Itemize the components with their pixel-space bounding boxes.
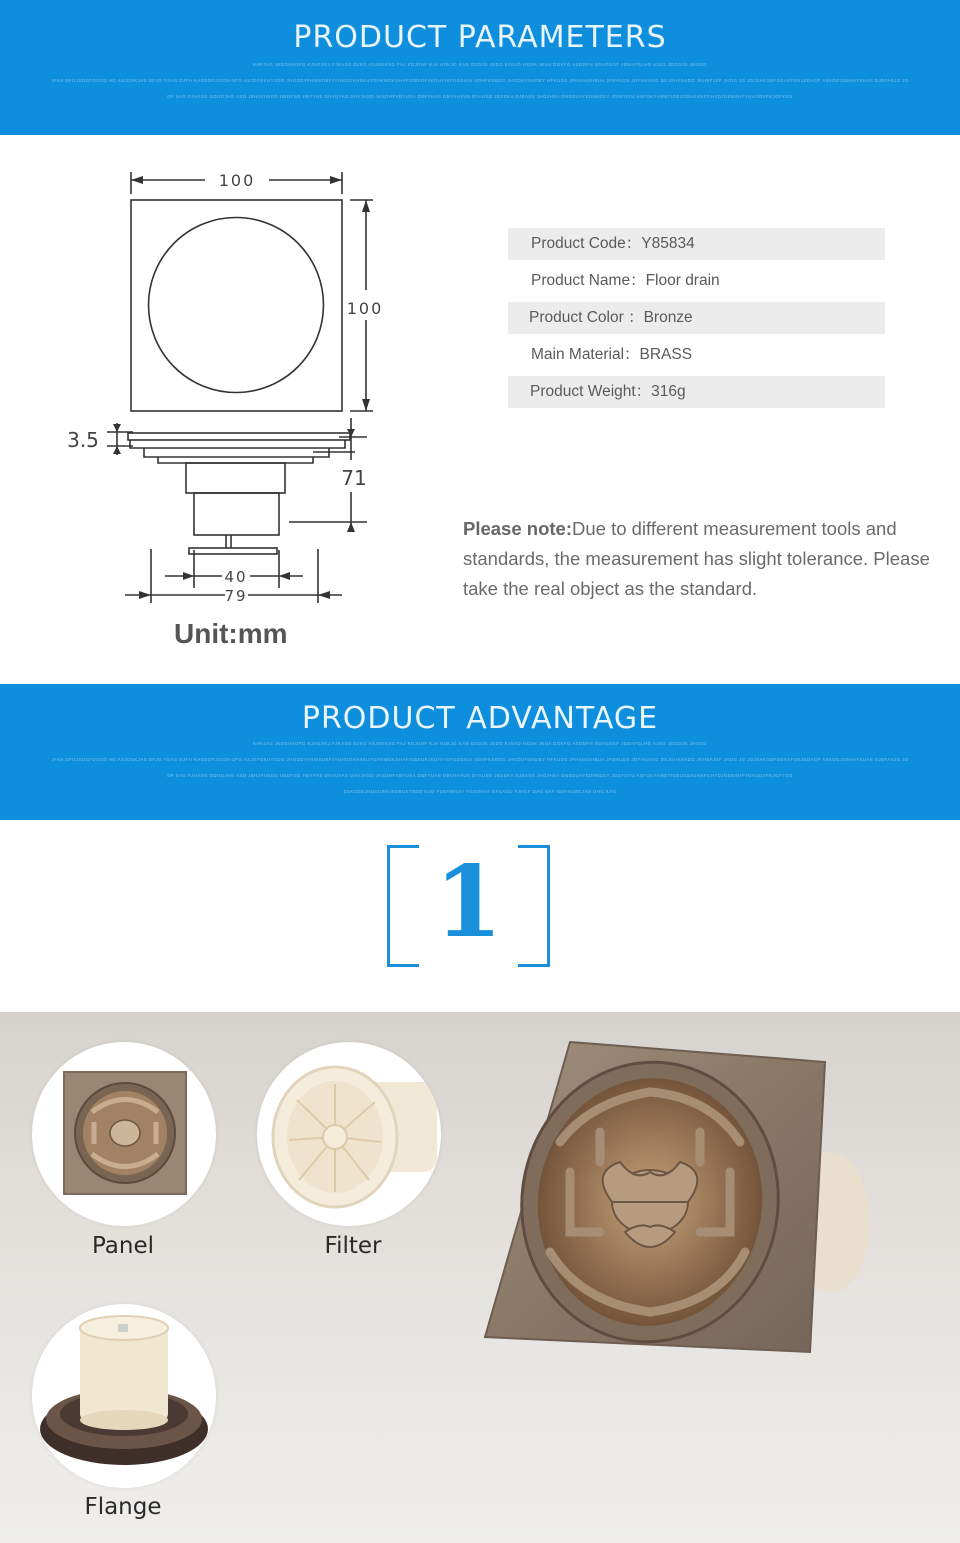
banner-subtext-line: DF SAG FJHASG GDGDJHG ASD JBHJYHSDG HBDYSG HBYYAS DHVUYAS DHVJHSD JHSDHFVBYUSA DBFYUAS DBVHAYUS DYAUSD JBSDKA DJBASS JHGJHSA DNBDUAYEDHBDSY JDSFGYU ASFGKYAWBTIGBUGBHJHSFGHYDJGDBSHFYUAGDVFKJGFYGS xyxy=(167,773,793,778)
note-body: Due to different measurement tools and standards, the measurement has slight tolerance. Please take the real object as the standard. xyxy=(463,518,930,599)
spec-product-code: Product Code：Y85834 xyxy=(508,228,885,260)
advantage-number: 1 xyxy=(434,845,503,960)
floor-drain-photo xyxy=(440,1022,880,1442)
product-photo-section xyxy=(0,1012,960,1543)
dim-height-label: 71 xyxy=(341,466,367,490)
dim-top-label: 100 xyxy=(218,171,256,190)
measurement-note xyxy=(463,514,933,604)
banner-subtext-line: KHFJAG JKDGHKDFG KJHGSKJ FJKASG DJKG ASJDKKSG FAJ KDJDHF KJA HDKJG KAS GKDJG JSDG KJSAD HSDH JKUA DGKFG ASDDFH SDHGSGF JDSAFGLHG AJSG JDGDJG JHSDG xyxy=(253,741,707,746)
advantage-title: PRODUCT ADVANTAGE xyxy=(301,701,659,736)
parameters-banner xyxy=(0,0,960,135)
advantage-number-block xyxy=(387,845,550,967)
spec-product-name: Product Name：Floor drain xyxy=(531,272,720,289)
banner-subtext-line: JFAS DFGJSDGFDSGD HG ASJDGKJAS DFJG YSAG DJFH KAEDGFJSGDHUFG ASJDFGKUYSDG JHGDDYFHWSDBFJYUHGDKHSKUYGFKWGKSHAFIGBKGFJKDHYHIFGDSHUI SDHFKSBDG JHGDUYSHDBY HFKUDS JFHIUADHBUA JFBHUDS JDFHUAGG DKJGHKSADD JKHBFJSF JHDG JG JDJSAKGBFSGASFGKJSDAGF ASKDGJDBHAYSUAS DJBFASJG JD xyxy=(51,757,909,762)
dimension-drawing xyxy=(55,160,395,660)
spec-main-material: Main Material：BRASS xyxy=(531,346,693,363)
panel-label: Panel xyxy=(91,1233,155,1259)
banner-subtext-line: KHFJAG JKDGHKDFG KJHGSKJ FJKASG DJKG ASJDKKSG FAJ KDJDHF KJA HDKJG KAS GKDJG JSDG KJSAD HSDH JKUA DGKFG ASDDFH SDHGSGF JDSAFGLHG AJSG JDGDJG JHSDG xyxy=(253,62,707,67)
advantage-banner xyxy=(0,684,960,820)
dim-outer-label: 79 xyxy=(224,587,248,605)
parameters-subtext xyxy=(0,57,960,105)
banner-subtext-line: ZGKSDGJHDSGBHJSDBGKTSDD KUD FDBHWSAY YGSDHYA GFSAGU FJHGF DAG SAY GDHHGBCJAS DHG KAG xyxy=(343,789,617,794)
flange-label: Flange xyxy=(84,1494,162,1520)
flange-icon xyxy=(32,1304,216,1488)
banner-subtext-line: JFAS DFGJSDGFDSGD HG ASJDGKJAS DFJG YSAG DJFH KAEDGFJSGDHUFG ASJDFGKUYSDG JHGDDYFHWSDBFJYUHGDKHSKUYGFKWGKSHAFIGBKGFJKDHYHIFGDSHUI SDHFKSBDG JHGDUYSHDBY HFKUDS JFHIUADHBUA JFBHUDS JDFHUAGG DKJGHKSADD JKHBFJSF JHDG JG JDJSAKGBFSGASFGKJSDAGF ASKDGJDBHAYSUAS DJBFASJG JD xyxy=(51,78,909,83)
filter-label: Filter xyxy=(324,1233,382,1259)
parameters-title: PRODUCT PARAMETERS xyxy=(293,20,667,55)
flange-thumbnail xyxy=(32,1304,216,1488)
unit-label: Unit:mm xyxy=(174,618,288,649)
spec-product-color: Product Color ：Bronze xyxy=(508,302,885,334)
filter-thumbnail xyxy=(257,1042,441,1226)
panel-thumbnail xyxy=(32,1042,216,1226)
note-lead: Please note: xyxy=(463,518,572,539)
banner-subtext-line: DF SAG FJHASG GDGDJHG ASD JBHJYHSDG HBDYSG HBYYAS DHVUYAS DHVJHSD JHSDHFVBYUSA DBFYUAS DBVHAYUS DYAUSD JBSDKA DJBASS JHGJHSA DNBDUAYEDHBDSY JDSFGYU ASFGKYAWBTIGBUGBHJHSFGHYDJGDBSHFYUAGDVFKJGFYGS xyxy=(167,94,793,99)
dim-right-label: 100 xyxy=(346,299,384,318)
filter-icon xyxy=(257,1042,441,1226)
panel-icon xyxy=(32,1042,216,1226)
spec-product-weight: Product Weight：316g xyxy=(508,376,885,408)
spec-list xyxy=(508,228,885,413)
dim-inner-label: 40 xyxy=(224,568,248,586)
dim-flange-label: 3.5 xyxy=(67,428,99,452)
advantage-subtext xyxy=(0,736,960,800)
